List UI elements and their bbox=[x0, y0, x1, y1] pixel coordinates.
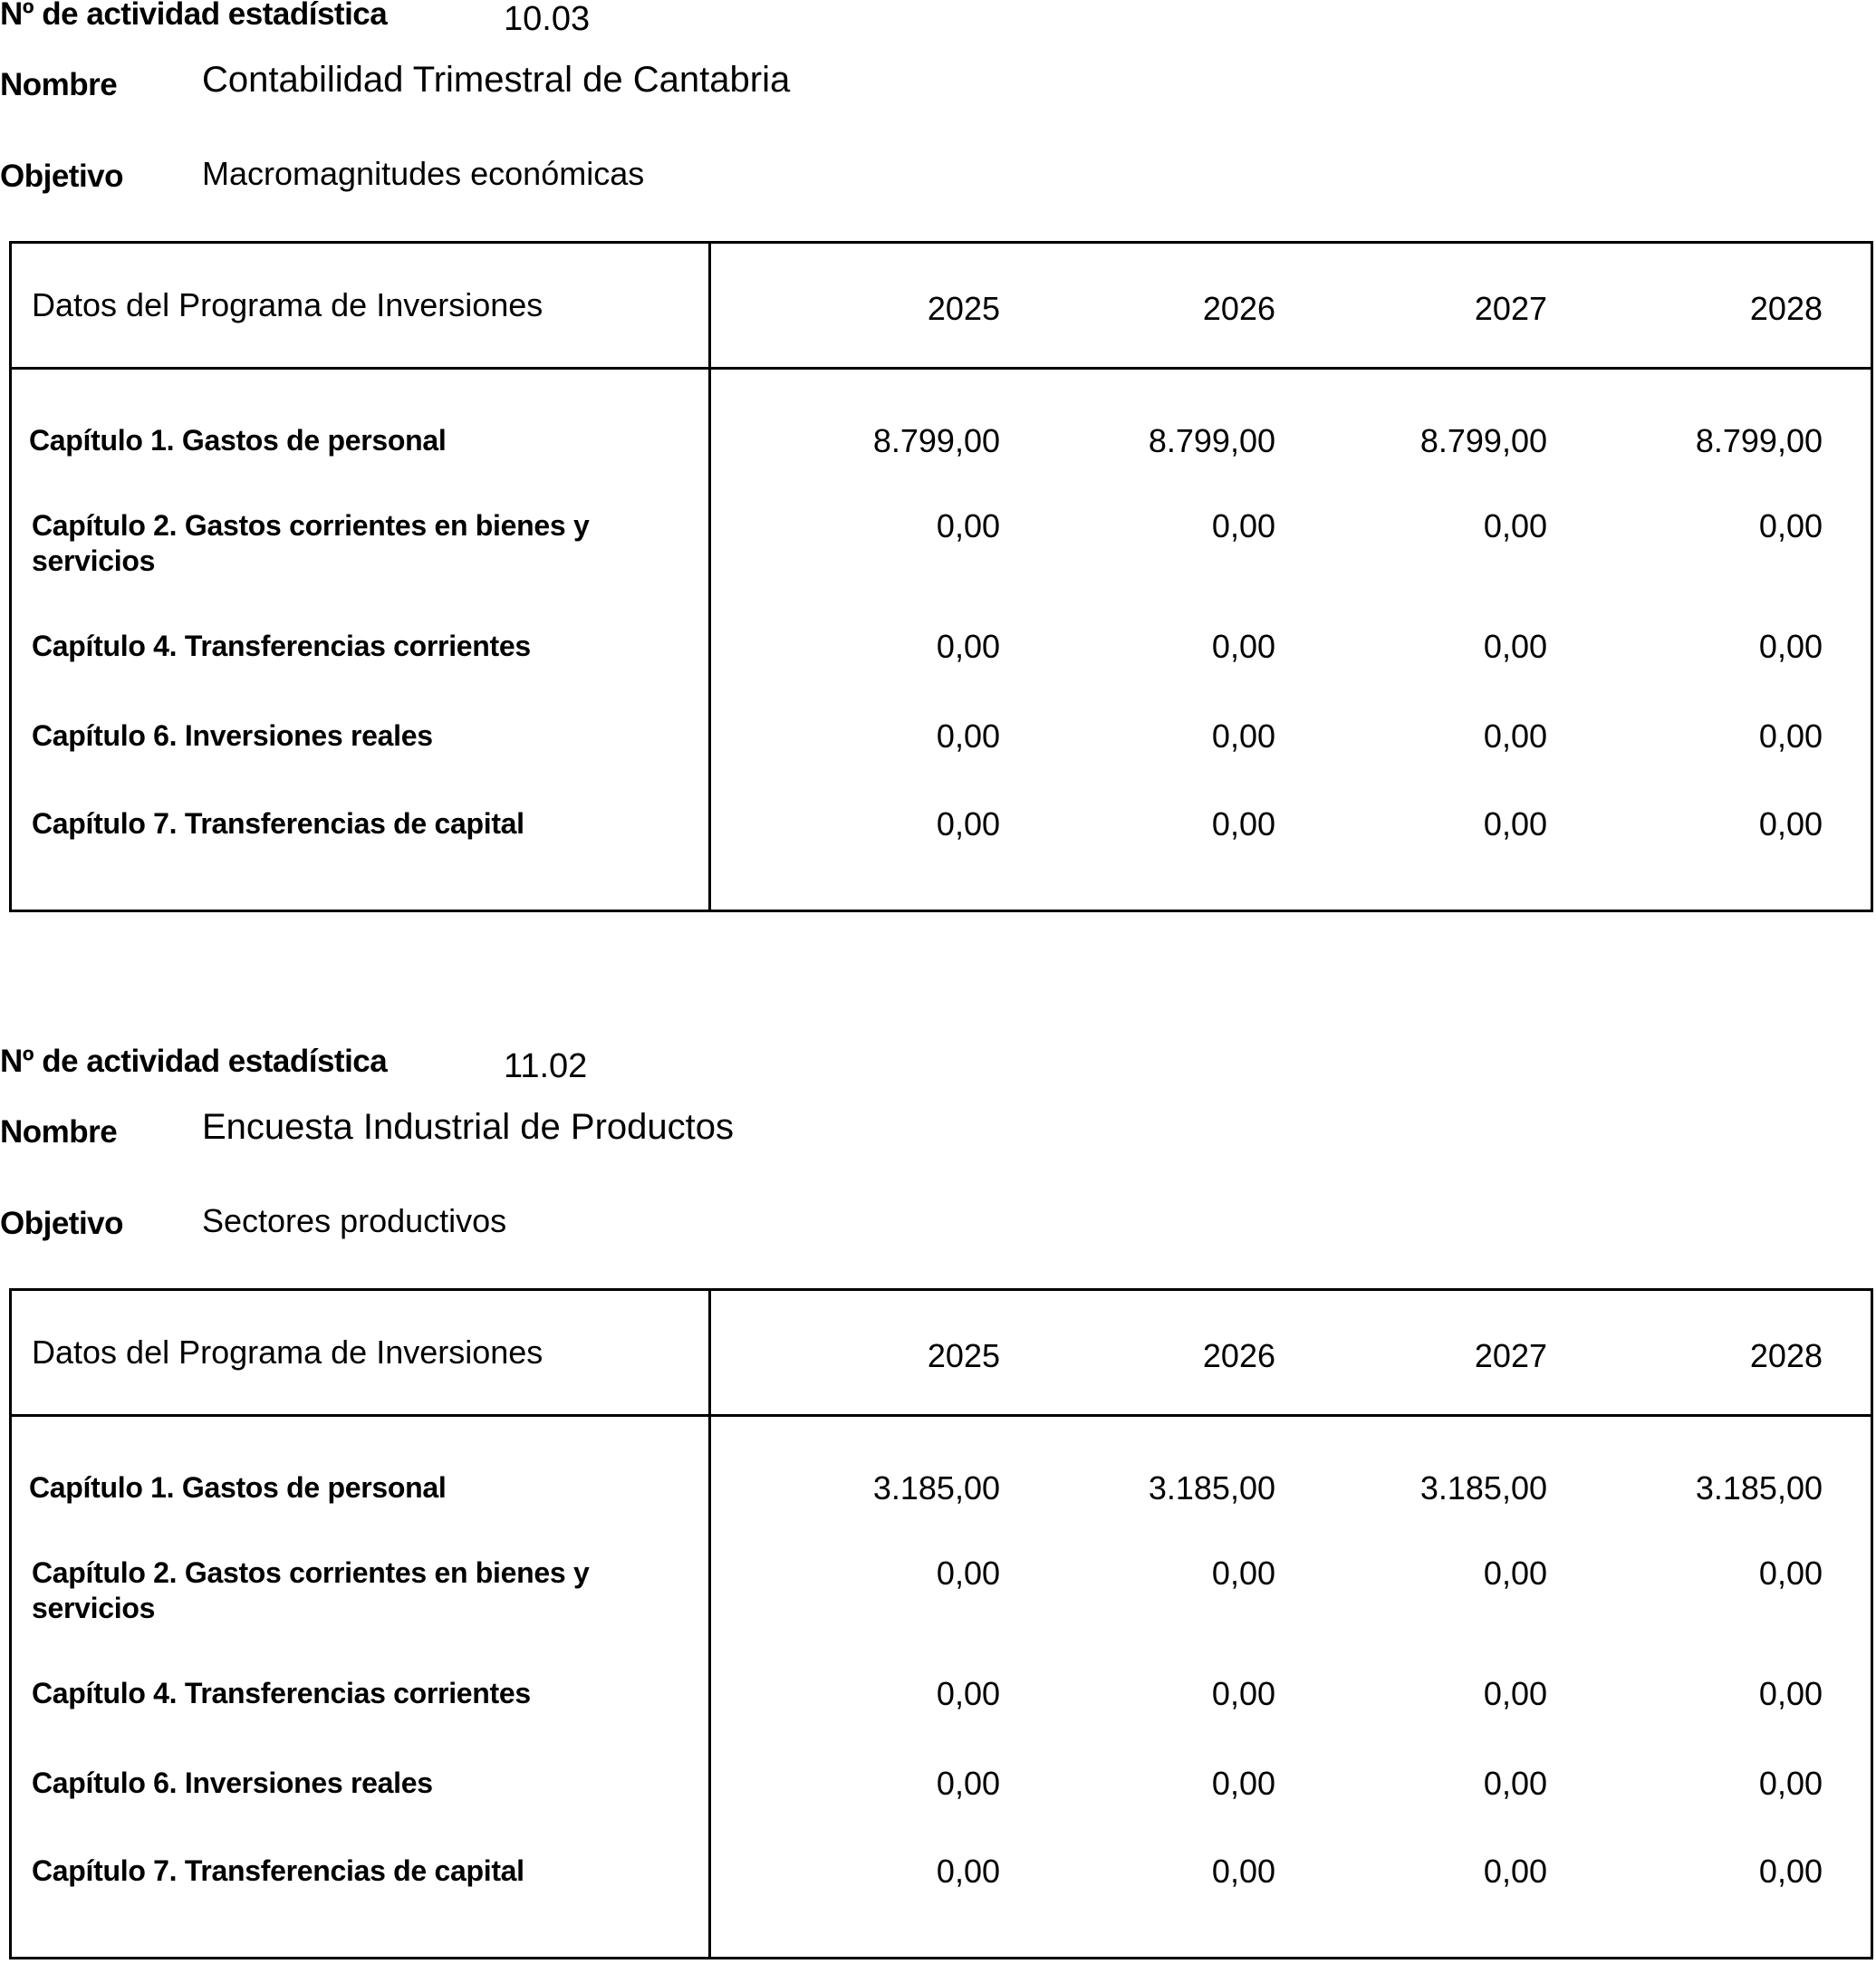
row-value: 3.185,00 bbox=[872, 1469, 1000, 1507]
activity-number-label: Nº de actividad estadística bbox=[0, 0, 388, 32]
investment-table bbox=[9, 1288, 1873, 1959]
activity-number-label: Nº de actividad estadística bbox=[0, 1044, 388, 1079]
row-label: Capítulo 6. Inversiones reales bbox=[32, 1767, 433, 1799]
row-label: Capítulo 7. Transferencias de capital bbox=[32, 1854, 524, 1887]
row-value: 0,00 bbox=[1211, 628, 1275, 665]
row-value: 0,00 bbox=[1758, 717, 1823, 755]
name-label: Nombre bbox=[0, 1114, 118, 1150]
row-label: Capítulo 2. Gastos corrientes en bienes y servicios bbox=[32, 1556, 590, 1624]
row-value: 3.185,00 bbox=[1419, 1469, 1547, 1507]
row-value: 8.799,00 bbox=[1148, 422, 1275, 459]
row-label: Capítulo 4. Transferencias corrientes bbox=[32, 630, 531, 662]
header-divider bbox=[12, 1414, 1871, 1417]
row-value: 0,00 bbox=[1758, 628, 1823, 665]
column-divider bbox=[708, 1291, 711, 1957]
row-value: 0,00 bbox=[1211, 1555, 1275, 1592]
year-header: 2028 bbox=[1749, 1337, 1823, 1374]
row-value: 0,00 bbox=[1483, 1853, 1547, 1890]
objective-label: Objetivo bbox=[0, 159, 124, 194]
activity-section bbox=[0, 1044, 1876, 1962]
row-value: 0,00 bbox=[1211, 1675, 1275, 1712]
row-value: 0,00 bbox=[1483, 1675, 1547, 1712]
row-value: 0,00 bbox=[1758, 1675, 1823, 1712]
year-header: 2026 bbox=[1202, 290, 1275, 327]
row-value: 0,00 bbox=[1211, 1765, 1275, 1802]
row-value: 0,00 bbox=[936, 1555, 1000, 1592]
year-header: 2025 bbox=[927, 290, 1000, 327]
row-label: Capítulo 1. Gastos de personal bbox=[29, 424, 447, 457]
row-value: 0,00 bbox=[1758, 1853, 1823, 1890]
objective-value: Macromagnitudes económicas bbox=[202, 155, 645, 192]
row-value: 0,00 bbox=[1758, 1765, 1823, 1802]
column-divider bbox=[708, 244, 711, 910]
row-value: 0,00 bbox=[1483, 805, 1547, 842]
row-value: 0,00 bbox=[1483, 717, 1547, 755]
row-value: 0,00 bbox=[936, 507, 1000, 544]
row-value: 0,00 bbox=[1483, 1765, 1547, 1802]
row-value: 8.799,00 bbox=[1419, 422, 1547, 459]
row-value: 3.185,00 bbox=[1695, 1469, 1823, 1507]
row-value: 8.799,00 bbox=[872, 422, 1000, 459]
row-value: 0,00 bbox=[936, 628, 1000, 665]
name-value: Encuesta Industrial de Productos bbox=[202, 1107, 735, 1147]
row-value: 0,00 bbox=[1758, 805, 1823, 842]
row-value: 0,00 bbox=[1758, 1555, 1823, 1592]
row-label: Capítulo 6. Inversiones reales bbox=[32, 719, 433, 752]
objective-label: Objetivo bbox=[0, 1206, 124, 1241]
activity-section bbox=[0, 0, 1876, 915]
row-value: 0,00 bbox=[1211, 507, 1275, 544]
row-label: Capítulo 2. Gastos corrientes en bienes y servicios bbox=[32, 509, 590, 577]
row-value: 0,00 bbox=[1758, 507, 1823, 544]
row-value: 0,00 bbox=[936, 805, 1000, 842]
activity-number-value: 11.02 bbox=[504, 1047, 588, 1085]
row-value: 0,00 bbox=[1211, 1853, 1275, 1890]
year-header: 2027 bbox=[1474, 1337, 1547, 1374]
table-header-label: Datos del Programa de Inversiones bbox=[32, 1333, 544, 1371]
row-value: 0,00 bbox=[936, 1853, 1000, 1890]
row-value: 3.185,00 bbox=[1148, 1469, 1275, 1507]
year-header: 2025 bbox=[927, 1337, 1000, 1374]
year-header: 2027 bbox=[1474, 290, 1547, 327]
investment-table bbox=[9, 241, 1873, 912]
row-label: Capítulo 4. Transferencias corrientes bbox=[32, 1677, 531, 1709]
name-label: Nombre bbox=[0, 67, 118, 102]
row-value: 8.799,00 bbox=[1695, 422, 1823, 459]
header-divider bbox=[12, 367, 1871, 370]
row-value: 0,00 bbox=[936, 1765, 1000, 1802]
row-value: 0,00 bbox=[1483, 1555, 1547, 1592]
name-value: Contabilidad Trimestral de Cantabria bbox=[202, 60, 791, 100]
objective-value: Sectores productivos bbox=[202, 1202, 507, 1239]
activity-number-value: 10.03 bbox=[504, 0, 591, 38]
row-value: 0,00 bbox=[1211, 717, 1275, 755]
row-value: 0,00 bbox=[1483, 628, 1547, 665]
row-value: 0,00 bbox=[1483, 507, 1547, 544]
year-header: 2028 bbox=[1749, 290, 1823, 327]
row-label: Capítulo 1. Gastos de personal bbox=[29, 1471, 447, 1504]
table-header-label: Datos del Programa de Inversiones bbox=[32, 286, 544, 323]
row-label: Capítulo 7. Transferencias de capital bbox=[32, 807, 524, 840]
year-header: 2026 bbox=[1202, 1337, 1275, 1374]
row-value: 0,00 bbox=[936, 717, 1000, 755]
row-value: 0,00 bbox=[1211, 805, 1275, 842]
row-value: 0,00 bbox=[936, 1675, 1000, 1712]
